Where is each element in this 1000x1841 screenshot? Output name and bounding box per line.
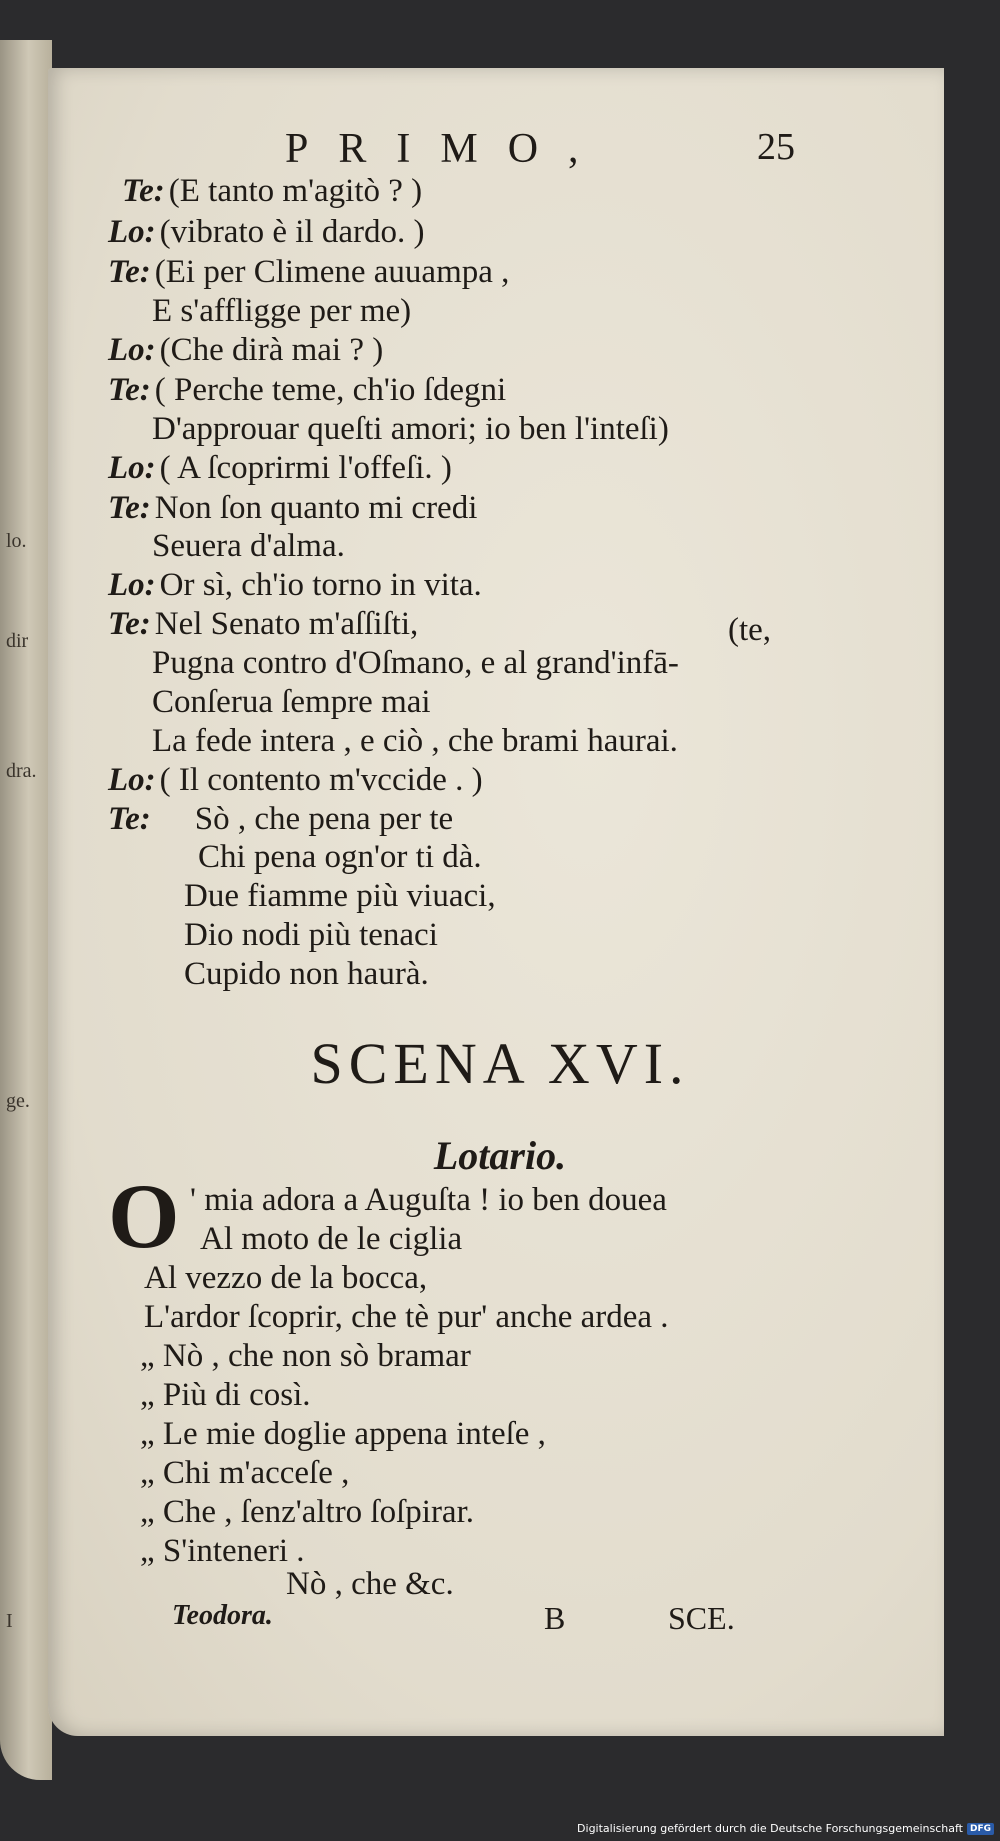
running-title: PRIMO,	[285, 126, 609, 172]
signature-mark: B	[544, 1600, 566, 1636]
monologue-line: „ Le mie doglie appena inteſe ,	[140, 1416, 546, 1452]
line-text: Cupido non haurà.	[184, 956, 429, 992]
dialogue-line	[108, 490, 477, 527]
monologue-line: „ Più di così.	[140, 1377, 311, 1413]
overflow-fragment: (te,	[728, 612, 772, 648]
speaker-abbrev: Te:	[108, 372, 151, 408]
dfg-logo-icon: DFG	[967, 1823, 994, 1835]
line-text: (Che dirà mai ? )	[159, 332, 384, 368]
drop-cap: O	[108, 1165, 180, 1267]
speaker-abbrev: Lo:	[108, 450, 156, 486]
speaker-abbrev: Te:	[108, 490, 151, 526]
dialogue-line	[148, 528, 345, 565]
line-text: D'approuar queſti amori; io ben l'inteſi)	[152, 411, 669, 447]
line-text: Sò , che pena per te	[194, 801, 454, 837]
line-text: Due fiamme più viuaci,	[184, 878, 496, 914]
character-name: Lotario.	[433, 1133, 567, 1178]
dialogue-line	[148, 411, 669, 448]
line-text: Seuera d'alma.	[152, 528, 345, 564]
line-text: (vibrato è il dardo. )	[159, 214, 425, 250]
monologue-line: L'ardor ſcoprir, che tè pur' anche ardea .	[144, 1299, 669, 1335]
line-text: Pugna contro d'Oſmano, e al grand'infā-	[152, 645, 679, 681]
speaker-abbrev: Lo:	[108, 762, 156, 798]
catchword: SCE.	[668, 1600, 735, 1636]
dialogue-line	[108, 450, 452, 487]
left-page-fragment: lo.	[6, 530, 27, 552]
digitization-credit	[577, 1822, 994, 1835]
running-header	[285, 125, 795, 173]
left-page-fragment: dir	[6, 630, 29, 652]
monologue-line: Al moto de le ciglia	[200, 1221, 463, 1257]
scene-heading: SCENA XVI.	[310, 1031, 690, 1096]
speaker-abbrev: Te:	[122, 173, 165, 209]
dialogue-line	[148, 723, 678, 760]
line-text: Dio nodi più tenaci	[184, 917, 438, 953]
dialogue-line	[108, 762, 483, 799]
dialogue-line	[108, 801, 453, 838]
line-text: ( Il contento m'vccide . )	[159, 762, 483, 798]
dialogue-line	[108, 372, 506, 409]
line-text: La fede intera , e ciò , che brami haurai.	[152, 723, 678, 759]
line-text: Chi pena ogn'or ti dà.	[198, 839, 482, 875]
speaker-abbrev: Te:	[108, 254, 151, 290]
line-text: E s'affligge per me)	[152, 293, 412, 329]
dialogue-line	[180, 878, 496, 915]
speaker-abbrev: Te:	[108, 801, 151, 837]
dialogue-line	[108, 567, 482, 604]
dialogue-line	[108, 606, 418, 643]
monologue-line: „ Che , ſenz'altro ſoſpirar.	[140, 1494, 474, 1530]
dialogue-line	[180, 956, 429, 993]
dialogue-line	[108, 254, 509, 291]
monologue-line: „ Nò , che non sò bramar	[140, 1338, 471, 1374]
speaker-abbrev: Lo:	[108, 332, 156, 368]
left-page-fragment: dra.	[6, 760, 37, 782]
line-text: (E tanto m'agitò ? )	[168, 173, 423, 209]
page-number: 25	[757, 126, 795, 168]
dialogue-line	[148, 645, 679, 682]
line-text: Non ſon quanto mi credi	[154, 490, 478, 526]
line-text: (Ei per Climene auuampa ,	[154, 254, 510, 290]
monologue-line: ' mia adora a Auguſta ! io ben douea	[190, 1182, 667, 1218]
monologue-line: „ S'inteneri .	[140, 1533, 305, 1569]
speaker-abbrev: Lo:	[108, 214, 156, 250]
credit-text: Digitalisierung gefördert durch die Deutsche Forschungsgemeinschaft	[577, 1822, 963, 1835]
dialogue-line	[122, 173, 422, 210]
dialogue-line	[194, 839, 482, 876]
dialogue-line	[148, 684, 431, 721]
monologue-line: Nò , che &c.	[286, 1566, 454, 1602]
line-text: Nel Senato m'aſſiſti,	[154, 606, 419, 642]
monologue-line: Al vezzo de la bocca,	[144, 1260, 428, 1296]
monologue-line: „ Chi m'acceſe ,	[140, 1455, 350, 1491]
left-page-fragment: ge.	[6, 1090, 30, 1112]
dialogue-line	[180, 917, 438, 954]
line-text: ( A ſcoprirmi l'offeſi. )	[159, 450, 452, 486]
speaker-abbrev: Te:	[108, 606, 151, 642]
line-text: ( Perche teme, ch'io ſdegni	[154, 372, 507, 408]
dialogue-line	[108, 332, 383, 369]
adjacent-page-edge	[0, 40, 52, 1780]
left-page-fragment: I	[6, 1610, 13, 1632]
dialogue-line	[108, 214, 424, 251]
dialogue-line	[148, 293, 411, 330]
speaker-abbrev: Lo:	[108, 567, 156, 603]
speaker-catch: Teodora.	[172, 1600, 273, 1631]
line-text: Conſerua ſempre mai	[152, 684, 431, 720]
line-text: Or sì, ch'io torno in vita.	[159, 567, 482, 603]
